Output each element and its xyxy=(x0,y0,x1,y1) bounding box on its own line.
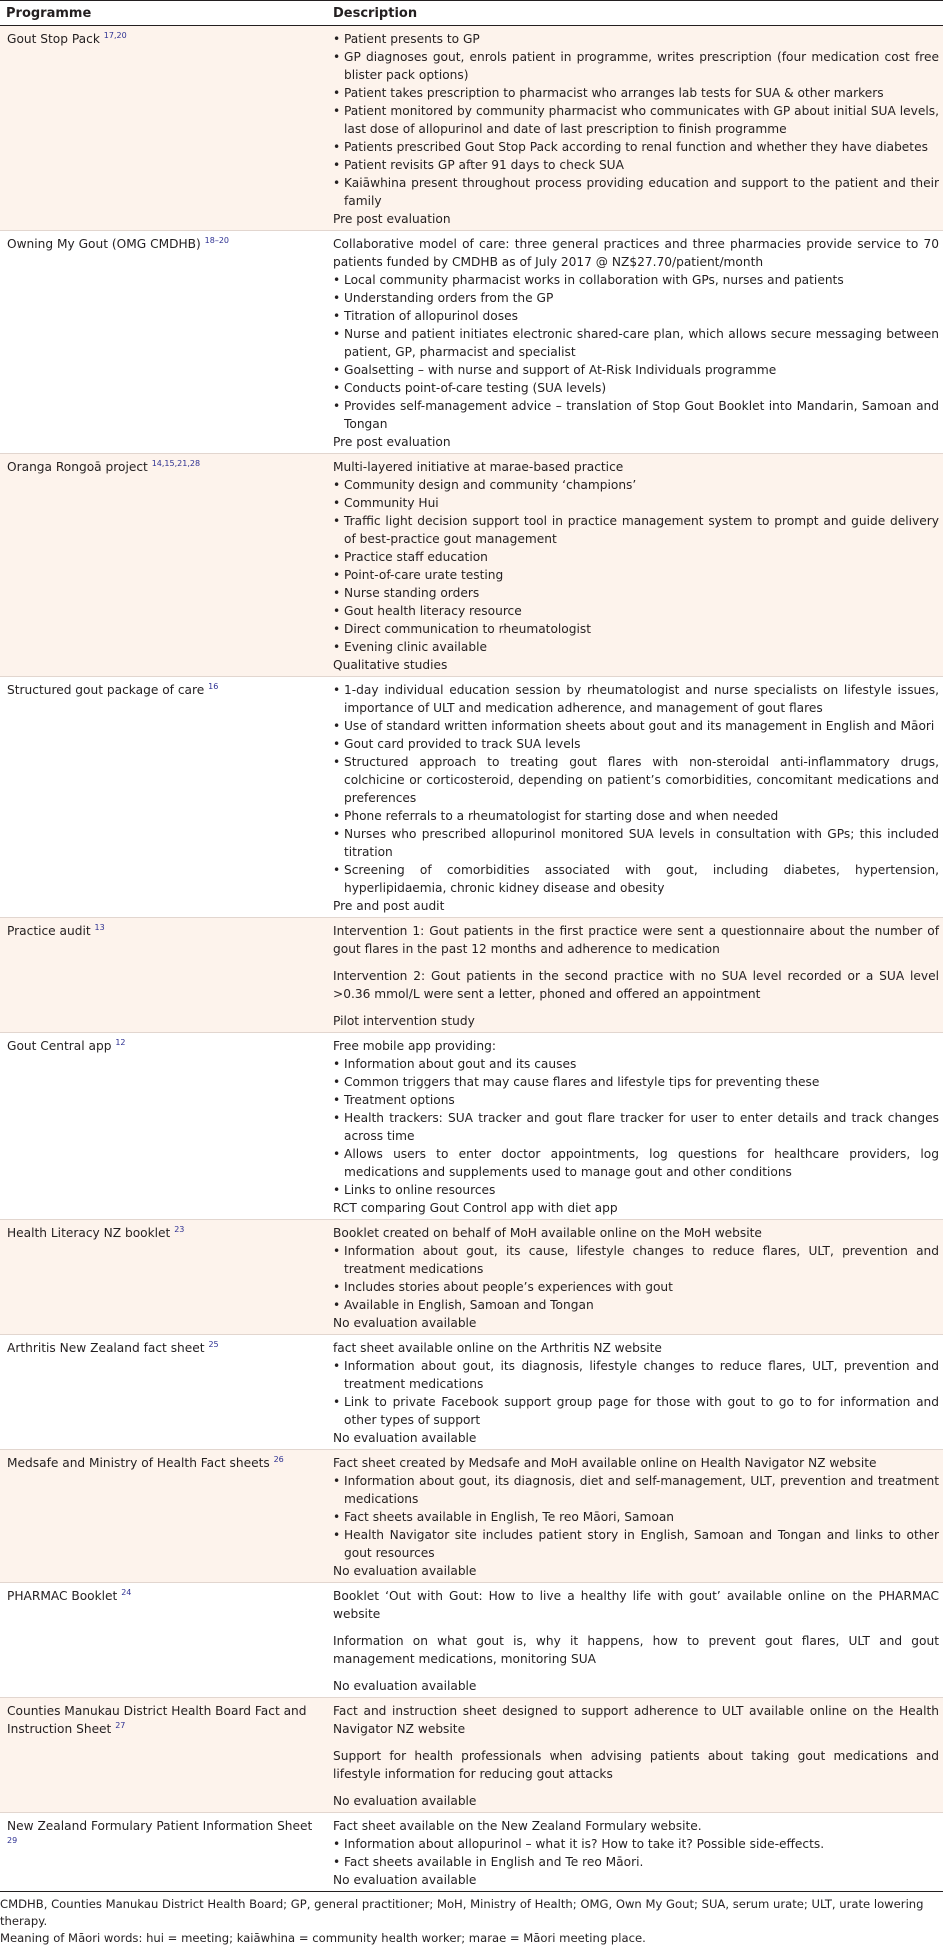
description-text: No evaluation available xyxy=(333,1794,477,1808)
description-text: Booklet ‘Out with Gout: How to live a healthy life with gout’ available online on the PHARMAC website xyxy=(333,1589,939,1621)
programme-name: Structured gout package of care xyxy=(7,683,205,697)
description-text: Support for health professionals when advising patients about taking gout medications and lifestyle information for reducing gout attacks xyxy=(333,1749,939,1781)
bullet-item: • Use of standard written information sheets about gout and its management in English and Māori xyxy=(333,717,939,735)
table-row xyxy=(0,1450,943,1583)
programme-name: Medsafe and Ministry of Health Fact sheets xyxy=(7,1456,270,1470)
bullet-list xyxy=(333,271,939,433)
bullet-item: • Nurse and patient initiates electronic shared-care plan, which allows secure messaging between patient, GP, pharmacist and specialist xyxy=(333,325,939,361)
description-cell xyxy=(327,918,943,1033)
bullet-item: • Community design and community ‘champions’ xyxy=(333,476,939,494)
programme-cell xyxy=(0,26,327,231)
reference-link[interactable]: 14,15,21,28 xyxy=(151,459,201,468)
description-text: Pre post evaluation xyxy=(333,212,451,226)
programme-name: Arthritis New Zealand fact sheet xyxy=(7,1341,205,1355)
bullet-item: • GP diagnoses gout, enrols patient in programme, writes prescription (four medication cost free blister pack options) xyxy=(333,48,939,84)
description-text: Collaborative model of care: three general practices and three pharmacies provide service to 70 patients funded by CMDHB as of July 2017 @ NZ$27.70/patient/month xyxy=(333,237,939,269)
bullet-list xyxy=(333,1055,939,1199)
bullet-item: • Links to online resources xyxy=(333,1181,939,1199)
bullet-list xyxy=(333,476,939,656)
bullet-item: • Nurse standing orders xyxy=(333,584,939,602)
description-text: Pilot intervention study xyxy=(333,1014,475,1028)
bullet-item: • Fact sheets available in English and Te reo Māori. xyxy=(333,1853,939,1871)
bullet-list xyxy=(333,1357,939,1429)
programme-name: Owning My Gout (OMG CMDHB) xyxy=(7,237,201,251)
description-text: Intervention 2: Gout patients in the second practice with no SUA level recorded or a SUA level >0.36 mmol/L were sent a letter, phoned and offered an appointment xyxy=(333,969,939,1001)
description-text: Pre and post audit xyxy=(333,899,445,913)
description-cell xyxy=(327,454,943,677)
description-cell xyxy=(327,1698,943,1813)
bullet-item: • Structured approach to treating gout flares with non-steroidal anti-inflammatory drugs, colchicine or corticosteroid, depending on patient’s comorbidities, concomitant medications and preferences xyxy=(333,753,939,807)
programme-cell xyxy=(0,1033,327,1220)
programme-cell xyxy=(0,454,327,677)
table-row xyxy=(0,677,943,918)
description-text: No evaluation available xyxy=(333,1316,477,1330)
description-text: No evaluation available xyxy=(333,1873,477,1887)
bullet-list xyxy=(333,1835,939,1871)
programme-name: Gout Central app xyxy=(7,1039,112,1053)
bullet-item: • Practice staff education xyxy=(333,548,939,566)
description-cell xyxy=(327,677,943,918)
bullet-item: • Information about allopurinol – what it is? How to take it? Possible side-effects. xyxy=(333,1835,939,1853)
description-cell xyxy=(327,1220,943,1335)
table-row xyxy=(0,454,943,677)
bullet-item: • Patient revisits GP after 91 days to check SUA xyxy=(333,156,939,174)
description-text: Fact and instruction sheet designed to support adherence to ULT available online on the Health Navigator NZ website xyxy=(333,1704,939,1736)
table-row xyxy=(0,231,943,454)
bullet-list xyxy=(333,681,939,897)
description-text: Pre post evaluation xyxy=(333,435,451,449)
description-text: Qualitative studies xyxy=(333,658,448,672)
description-cell xyxy=(327,1335,943,1450)
table-body xyxy=(0,26,943,1892)
description-text: No evaluation available xyxy=(333,1679,477,1693)
reference-link[interactable]: 18–20 xyxy=(204,236,229,245)
description-cell xyxy=(327,1033,943,1220)
bullet-list xyxy=(333,30,939,210)
description-text: No evaluation available xyxy=(333,1431,477,1445)
reference-link[interactable]: 29 xyxy=(7,1836,18,1845)
bullet-item: • Local community pharmacist works in collaboration with GPs, nurses and patients xyxy=(333,271,939,289)
programme-cell xyxy=(0,918,327,1033)
description-text: fact sheet available online on the Arthritis NZ website xyxy=(333,1341,662,1355)
bullet-item: • Patient takes prescription to pharmacist who arranges lab tests for SUA & other markers xyxy=(333,84,939,102)
table-row xyxy=(0,1335,943,1450)
programme-cell xyxy=(0,677,327,918)
bullet-list xyxy=(333,1472,939,1562)
reference-link[interactable]: 12 xyxy=(115,1038,126,1047)
table-row xyxy=(0,918,943,1033)
table-row xyxy=(0,1583,943,1698)
table-header xyxy=(0,1,943,26)
reference-link[interactable]: 24 xyxy=(121,1588,132,1597)
reference-link[interactable]: 13 xyxy=(94,923,105,932)
bullet-item: • Includes stories about people’s experiences with gout xyxy=(333,1278,939,1296)
programme-name: Counties Manukau District Health Board Fact and Instruction Sheet xyxy=(7,1704,307,1736)
reference-link[interactable]: 27 xyxy=(115,1721,126,1730)
programme-cell xyxy=(0,1698,327,1813)
programme-cell xyxy=(0,1583,327,1698)
reference-link[interactable]: 25 xyxy=(208,1340,219,1349)
bullet-item: • Provides self-management advice – translation of Stop Gout Booklet into Mandarin, Samoan and Tongan xyxy=(333,397,939,433)
bullet-item: • Traffic light decision support tool in practice management system to prompt and guide delivery of best-practice gout management xyxy=(333,512,939,548)
bullet-item: • Gout health literacy resource xyxy=(333,602,939,620)
footnote-abbreviations: CMDHB, Counties Manukau District Health Board; GP, general practitioner; MoH, Ministry of Health; OMG, Own My Gout; SUA, serum urate; ULT, urate lowering therapy. xyxy=(0,1897,924,1928)
reference-link[interactable]: 17,20 xyxy=(103,31,127,40)
description-text: Intervention 1: Gout patients in the first practice were sent a questionnaire about the number of gout flares in the past 12 months and adherence to medication xyxy=(333,924,939,956)
programme-cell xyxy=(0,1220,327,1335)
bullet-list xyxy=(333,1242,939,1314)
bullet-item: • Information about gout, its diagnosis, diet and self-management, ULT, prevention and treatment medications xyxy=(333,1472,939,1508)
programme-name: Gout Stop Pack xyxy=(7,32,100,46)
bullet-item: • Fact sheets available in English, Te reo Māori, Samoan xyxy=(333,1508,939,1526)
programme-name: Health Literacy NZ booklet xyxy=(7,1226,171,1240)
bullet-item: • Allows users to enter doctor appointments, log questions for healthcare providers, log medications and supplements used to manage gout and other conditions xyxy=(333,1145,939,1181)
bullet-item: • Health trackers: SUA tracker and gout flare tracker for user to enter details and track changes across time xyxy=(333,1109,939,1145)
bullet-item: • Point-of-care urate testing xyxy=(333,566,939,584)
programme-name: New Zealand Formulary Patient Information Sheet xyxy=(7,1819,313,1833)
description-text: Fact sheet created by Medsafe and MoH available online on Health Navigator NZ website xyxy=(333,1456,877,1470)
bullet-item: • Conducts point-of-care testing (SUA levels) xyxy=(333,379,939,397)
bullet-item: • Community Hui xyxy=(333,494,939,512)
description-cell xyxy=(327,26,943,231)
programme-name: Oranga Rongoā project xyxy=(7,460,148,474)
programme-cell xyxy=(0,231,327,454)
table-row xyxy=(0,1033,943,1220)
bullet-item: • Evening clinic available xyxy=(333,638,939,656)
header-description: Description xyxy=(327,1,943,26)
table-row xyxy=(0,1220,943,1335)
bullet-item: • Screening of comorbidities associated with gout, including diabetes, hypertension, hyperlipidaemia, chronic kidney disease and obesity xyxy=(333,861,939,897)
bullet-item: • 1-day individual education session by rheumatologist and nurse specialists on lifestyle issues, importance of ULT and medication adherence, and management of gout flares xyxy=(333,681,939,717)
bullet-item: • Nurses who prescribed allopurinol monitored SUA levels in consultation with GPs; this included titration xyxy=(333,825,939,861)
programme-cell xyxy=(0,1335,327,1450)
bullet-item: • Information about gout, its diagnosis, lifestyle changes to reduce flares, ULT, prevention and treatment medications xyxy=(333,1357,939,1393)
programme-cell xyxy=(0,1813,327,1892)
description-text: Fact sheet available on the New Zealand Formulary website. xyxy=(333,1819,702,1833)
programme-cell xyxy=(0,1450,327,1583)
table-footnotes xyxy=(0,1892,943,1947)
bullet-item: • Direct communication to rheumatologist xyxy=(333,620,939,638)
bullet-item: • Available in English, Samoan and Tongan xyxy=(333,1296,939,1314)
bullet-item: • Kaiāwhina present throughout process providing education and support to the patient and their family xyxy=(333,174,939,210)
programme-name: PHARMAC Booklet xyxy=(7,1589,118,1603)
bullet-item: • Patients prescribed Gout Stop Pack according to renal function and whether they have diabetes xyxy=(333,138,939,156)
bullet-item: • Information about gout and its causes xyxy=(333,1055,939,1073)
description-text: Free mobile app providing: xyxy=(333,1039,496,1053)
bullet-item: • Health Navigator site includes patient story in English, Samoan and Tongan and links to other gout resources xyxy=(333,1526,939,1562)
table-row xyxy=(0,1698,943,1813)
bullet-item: • Phone referrals to a rheumatologist for starting dose and when needed xyxy=(333,807,939,825)
description-text: Information on what gout is, why it happens, how to prevent gout flares, ULT and gout management medications, monitoring SUA xyxy=(333,1634,939,1666)
reference-link[interactable]: 26 xyxy=(273,1455,284,1464)
bullet-item: • Goalsetting – with nurse and support of At-Risk Individuals programme xyxy=(333,361,939,379)
reference-link[interactable]: 16 xyxy=(208,682,219,691)
bullet-item: • Patient presents to GP xyxy=(333,30,939,48)
description-cell xyxy=(327,1450,943,1583)
description-text: Booklet created on behalf of MoH available online on the MoH website xyxy=(333,1226,762,1240)
table-row xyxy=(0,26,943,231)
header-programme: Programme xyxy=(0,1,327,26)
description-text: Multi-layered initiative at marae-based practice xyxy=(333,460,624,474)
bullet-item: • Gout card provided to track SUA levels xyxy=(333,735,939,753)
table-row xyxy=(0,1813,943,1892)
description-cell xyxy=(327,1813,943,1892)
bullet-item: • Titration of allopurinol doses xyxy=(333,307,939,325)
bullet-item: • Treatment options xyxy=(333,1091,939,1109)
programme-name: Practice audit xyxy=(7,924,91,938)
footnote-maori-words: Meaning of Māori words: hui = meeting; kaiāwhina = community health worker; marae = Māori meeting place. xyxy=(0,1931,646,1945)
bullet-item: • Information about gout, its cause, lifestyle changes to reduce flares, ULT, prevention and treatment medications xyxy=(333,1242,939,1278)
bullet-item: • Common triggers that may cause flares and lifestyle tips for preventing these xyxy=(333,1073,939,1091)
description-cell xyxy=(327,231,943,454)
description-text: RCT comparing Gout Control app with diet app xyxy=(333,1201,618,1215)
bullet-item: • Patient monitored by community pharmacist who communicates with GP about initial SUA levels, last dose of allopurinol and date of last prescription to finish programme xyxy=(333,102,939,138)
description-cell xyxy=(327,1583,943,1698)
bullet-item: • Understanding orders from the GP xyxy=(333,289,939,307)
description-text: No evaluation available xyxy=(333,1564,477,1578)
bullet-item: • Link to private Facebook support group page for those with gout to go to for information and other types of support xyxy=(333,1393,939,1429)
reference-link[interactable]: 23 xyxy=(174,1225,185,1234)
